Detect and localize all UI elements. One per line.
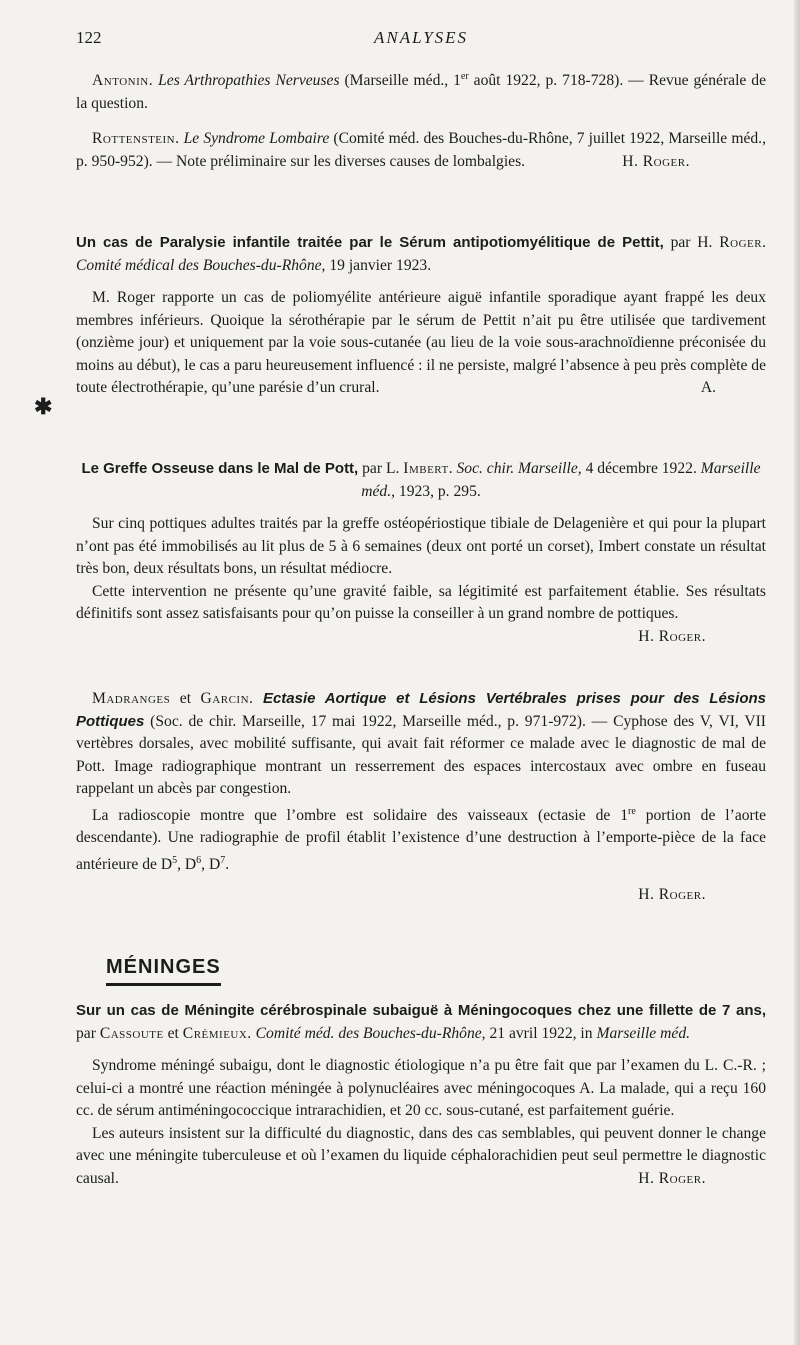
author-name: Madranges — [92, 690, 171, 707]
author-name: Crémieux. — [182, 1024, 252, 1042]
citation-text: , D — [201, 855, 221, 873]
abstract-body: M. Roger rapporte un cas de poliomyélite antérieure aiguë infantile sporadique ayant frappé les deux membres inférieurs. Quoique la sérothérapie par le sérum de Pettit n’ait pu être utilisée que tardivement (onzième jour) et uniquement par la voie sous-cutanée (au lieu de la voie sous-arachnoïdienne préconisée du moins au début), le cas a paru heureusement influencé : il ne persiste, malgré l’absence à peu près complète de toute électrothérapie, qu’une parésie d’un crural. — [76, 289, 766, 396]
superscript: re — [628, 805, 636, 817]
author-name: Roger — [719, 234, 763, 251]
author-name: Antonin. — [92, 72, 154, 90]
abstract-body: La radioscopie montre que l’ombre est solidaire des vaisseaux (ectasie de 1 — [92, 806, 629, 824]
entry-antonin — [76, 66, 766, 115]
conjunction: et — [170, 690, 201, 707]
citation-text: août 1922, p. 718-728). — Revue générale de la question. — [76, 72, 766, 112]
author-name: Imbert — [403, 460, 449, 477]
entry-greffe: Le Greffe Osseuse dans le Mal de Pott, par L. Imbert. Soc. chir. Marseille, 4 décembre 1922. Marseille méd., 1923, p. 295. Sur cinq pottiques adultes traités par la greffe ostéopériostique tibiale de Delagenière et qui pour la plupart n’ont pas été immobilisés au lit plus de 5 à 6 semaines (deux ont porté un corset), Imbert constate un résultat très bon, deux résultats bons, un résultat médiocre. Cette intervention ne présente qu’une gravité faible, sa légitimité est parfaitement établie. Ses résultats définitifs sont assez satisfaisants pour qu’on puisse la conseiller à un grand nombre de pottiques. H. Roger. — [76, 458, 766, 648]
page-edge-shadow — [794, 0, 800, 1345]
section-title-meninges: MÉNINGES — [106, 956, 221, 986]
conjunction: et — [163, 1024, 183, 1042]
signature: H. Roger. — [638, 1169, 706, 1187]
citation-text: (Soc. de chir. Marseille, 17 mai 1922, Marseille méd., p. 971-972). — Cyphose des V, VI, VII vertèbres dorsales, avec mobilité suffisante, qui avait fait réformer ce malade avec le diagnostic de mal de Pott. Image radiographique montrant un resserrement des espaces intercostaux avec ombre en fuseau rappelant un abcès par congestion. — [76, 712, 766, 797]
entry-paralysie: Un cas de Paralysie infantile traitée par le Sérum antipotiomyélitique de Pettit, par H. Roger. Comité médical des Bouches-du-Rhône, 19 janvier 1923. M. Roger rapporte un cas de poliomyélite antérieure aiguë infantile sporadique ayant frappé les deux membres inférieurs. Quoique la sérothérapie par le sérum de Pettit n’ait pu être utilisée que tardivement (onzième jour) et uniquement par la voie sous-cutanée (au lieu de la voie sous-arachnoïdienne préconisée du moins au début), le cas a paru heureusement influencé : il ne persiste, malgré l’absence à peu près complète de toute électrothérapie, qu’une parésie d’un crural. A. — [76, 232, 766, 400]
article-heading: Sur un cas de Méningite cérébrospinale subaiguë à Méningocoques chez une fillette de 7 ans, — [76, 1002, 766, 1019]
citation-text: (Marseille méd., 1 — [339, 72, 461, 90]
page-number: 122 — [76, 28, 102, 47]
source-title: Comité méd. des Bouches-du-Rhône, — [255, 1024, 486, 1042]
citation-date: 4 décembre 1922. — [581, 460, 701, 477]
signature: A. — [700, 379, 716, 396]
abstract-body: Syndrome méningé subaigu, dont le diagnostic étiologique n’a pu être fait que par l’examen du L. C.-R. ; celui-ci a montré une réaction méningée à polynucléaires avec méningocoques A. La malade, qui a reçu 160 cc. de sérum antiméningococcique intrarachidien, et 20 cc. sous-cutané, est parfaitement guérie. — [76, 1057, 766, 1119]
article-title: Les Arthropathies Nerveuses — [158, 72, 340, 90]
author-name: Cassoute — [99, 1024, 164, 1042]
source-title: Marseille méd. — [596, 1024, 691, 1042]
running-title: ANALYSES — [373, 28, 469, 47]
superscript: 6 — [196, 854, 202, 866]
author-name: Rottenstein. — [92, 130, 180, 147]
superscript: er — [460, 71, 469, 82]
abstract-body: Les auteurs insistent sur la difficulté du diagnostic, dans des cas semblables, qui peuvent donner le change avec une méningite tuberculeuse et où l’examen du liquide céphalorachidien peut seul permettre le diagnostic causal. — [76, 1124, 766, 1187]
citation-text: par L. — [358, 460, 404, 477]
entry-rottenstein — [76, 128, 766, 173]
entry-meningite — [76, 1000, 766, 1190]
signature: H. Roger. — [638, 886, 706, 904]
abstract-body: Sur cinq pottiques adultes traités par la greffe ostéopériostique tibiale de Delagenière et qui pour la plupart n’ont pas été immobilisés au lit plus de 5 à 6 semaines (deux ont porté un corset), Imbert constate un résultat très bon, deux résultats bons, un résultat médiocre. — [76, 515, 766, 577]
signature: H. Roger. — [638, 627, 706, 645]
citation-text: , D — [177, 855, 197, 873]
abstract-body: portion de l’aorte descendante). Une radiographie de profil établit l’existence d’une destruction à l’emporte-pièce de la face antérieure de D — [76, 806, 766, 873]
entry-madranges — [76, 688, 766, 907]
source-title: Soc. chir. Marseille, — [456, 460, 582, 477]
citation-text: par H. — [663, 234, 720, 251]
article-title: Ectasie Aortique et Lésions Vertébrales prises pour des Lésions Pottiques — [76, 690, 766, 730]
signature: H. Roger. — [622, 152, 690, 170]
citation-text: 1923, p. 295. — [395, 482, 481, 500]
citation-date: 19 janvier 1923. — [325, 256, 432, 274]
margin-asterisk-mark: ✱ — [34, 394, 53, 419]
source-title: Comité médical des Bouches-du-Rhône, — [76, 256, 326, 274]
article-heading: Un cas de Paralysie infantile traitée par le Sérum antipotiomyélitique de Pettit, — [76, 234, 664, 251]
superscript: 7 — [220, 854, 226, 866]
superscript: 5 — [172, 854, 178, 866]
citation-text: (Comité méd. des Bouches-du-Rhône, 7 juillet 1922, Marseille méd., p. 950-952). — Note préliminaire sur les diverses causes de lombalgies. — [76, 130, 766, 170]
citation-text: par — [76, 1024, 100, 1042]
citation-text: . — [225, 855, 230, 873]
source-title: Marseille méd., — [361, 460, 761, 500]
article-title: Le Syndrome Lombaire — [183, 130, 330, 147]
abstract-body: Cette intervention ne présente qu’une gravité faible, sa légitimité est parfaitement établie. Ses résultats définitifs sont assez satisfaisants pour qu’on puisse la conseiller à un grand nombre de pottiques. — [76, 582, 766, 622]
article-heading: Le Greffe Osseuse dans le Mal de Pott, — [81, 460, 359, 477]
author-name: Garcin. — [200, 690, 254, 707]
citation-date: 21 avril 1922, in — [485, 1024, 597, 1042]
running-header — [76, 28, 766, 52]
